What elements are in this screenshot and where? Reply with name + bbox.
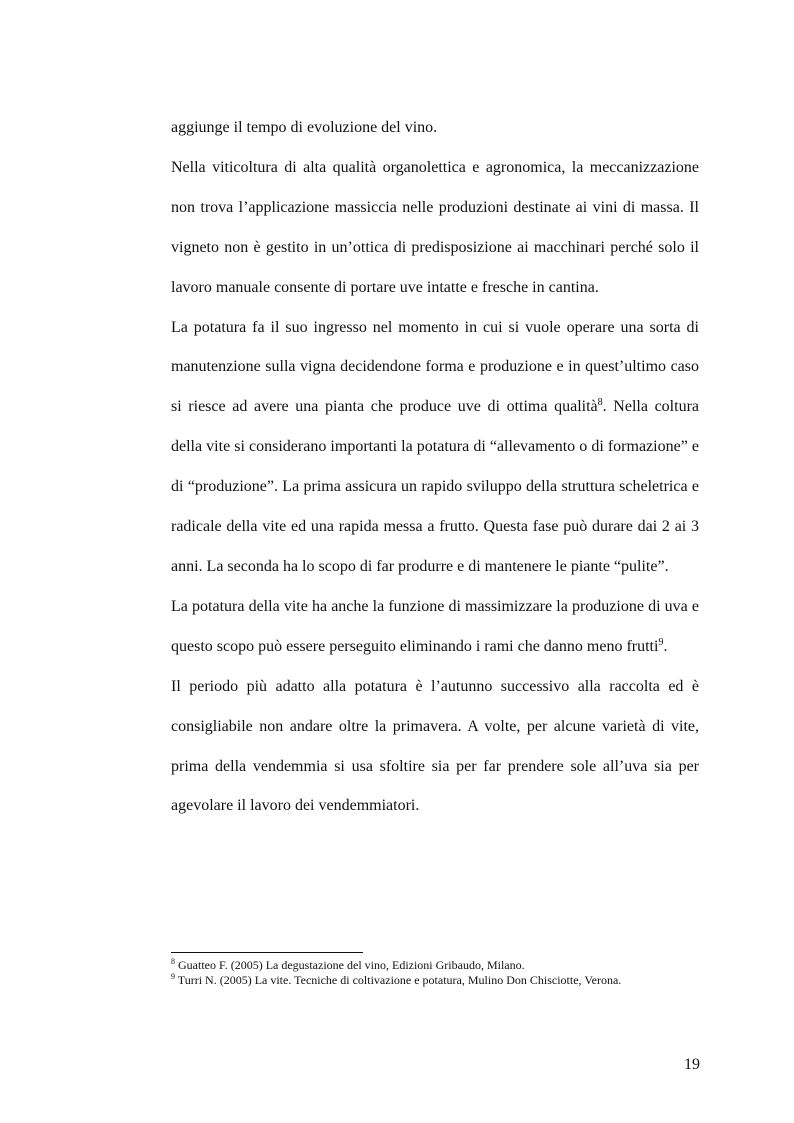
- paragraph-continuation: aggiunge il tempo di evoluzione del vino.: [171, 119, 438, 136]
- footnotes: [171, 958, 731, 988]
- paragraph-pruning-function-text-a: La potatura della vite ha anche la funzione di massimizzare la produzione di uva e questo scopo può essere perseguito eliminando i rami che danno meno frutti: [171, 597, 699, 655]
- footnote-8-number: 8: [171, 957, 175, 966]
- footnote-9: [171, 973, 731, 988]
- page-number: 19: [684, 1056, 700, 1073]
- footnote-9-number: 9: [171, 972, 175, 981]
- footnote-8-text: Guatteo F. (2005) La degustazione del vino, Edizioni Gribaudo, Milano.: [178, 958, 525, 972]
- footnote-ref-8: 8: [597, 397, 603, 409]
- footnote-ref-9: 9: [658, 636, 664, 648]
- paragraph-pruning-intro-text-a: La potatura fa il suo ingresso nel momento in cui si vuole operare una sorta di manutenzione sulla vigna decidendone forma e produzione e in quest’ultimo caso si riesce ad avere una pianta che produce uve di ottima qualità: [171, 318, 699, 416]
- paragraph-pruning-function: [171, 587, 699, 667]
- paragraph-pruning-period: Il periodo più adatto alla potatura è l’autunno successivo alla raccolta ed è consigliabile non andare oltre la primavera. A volte, per alcune varietà di vite, prima della vendemmia si usa sfoltire sia per far prendere sole all’uva sia per agevolare il lavoro dei vendemmiatori.: [171, 677, 699, 815]
- paragraph-pruning-function-text-b: .: [663, 637, 668, 655]
- footnote-8: [171, 958, 731, 973]
- paragraph-pruning-intro-text-b: . Nella coltura della vite si considerano importanti la potatura di “allevamento o di formazione” e di “produzione”. La prima assicura un rapido sviluppo della struttura scheletrica e radicale della vite ed una rapida messa a frutto. Questa fase può durare dai 2 ai 3 anni. La seconda ha lo scopo di far produrre e di mantenere le piante “pulite”.: [171, 398, 700, 575]
- footnote-separator: [171, 952, 363, 953]
- paragraph-pruning-intro: [171, 308, 699, 587]
- body-text: [171, 108, 699, 826]
- footnote-9-text: Turri N. (2005) La vite. Tecniche di coltivazione e potatura, Mulino Don Chisciotte, Verona.: [177, 973, 622, 987]
- paragraph-mechanization: Nella viticoltura di alta qualità organolettica e agronomica, la meccanizzazione non trova l’applicazione massiccia nelle produzioni destinate ai vini di massa. Il vigneto non è gestito in un’ottica di predisposizione ai macchinari perché solo il lavoro manuale consente di portare uve intatte e fresche in cantina.: [171, 158, 699, 296]
